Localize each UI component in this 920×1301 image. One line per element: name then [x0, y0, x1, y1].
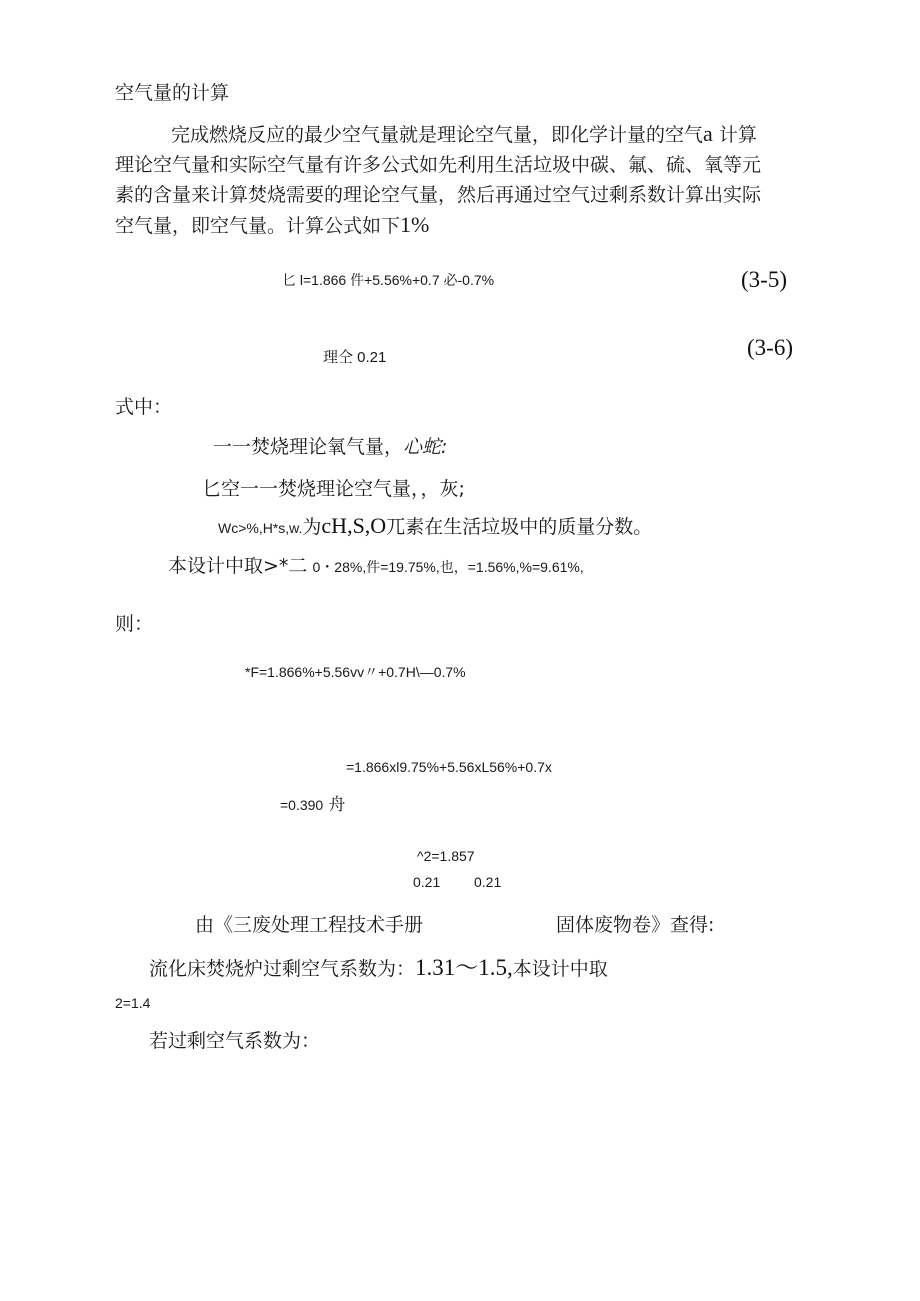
- calc-line-1: *F=1.866%+5.56vv〃+0.7H\—0.7%: [245, 664, 466, 680]
- intro-line-1: 完成燃烧反应的最少空气量就是理论空气量，即化学计量的空气a 计算: [171, 121, 757, 146]
- equation-number-3-5: (3-5): [741, 267, 787, 292]
- equation-3-6: 理仝 0.21: [323, 349, 387, 366]
- calc-line-3: =0.390 舟: [280, 795, 346, 815]
- excess-coefficient-label: 若过剩空气系数为：: [149, 1030, 321, 1052]
- intro-paragraph: [115, 119, 795, 241]
- intro-line-4: 空气量，即空气量。计算公式如下1%: [115, 212, 430, 237]
- equation-3-5: 匕 l=1.866 件+5.56%+0.7 必-0.7%: [282, 272, 495, 288]
- calc-line-2: =1.866xl9.75%+5.56xL56%+0.7x: [346, 759, 552, 775]
- calc-line-4: ^2=1.857: [417, 848, 475, 864]
- definition-air: 匕空一一焚烧理论空气量，，灰;: [202, 478, 465, 500]
- design-values: 本设计中取>*二 0・28%,件=19.75%,也，=1.56%,%=9.61%,: [168, 555, 584, 577]
- source-reference-part2: 固体废物卷》查得:: [556, 914, 715, 936]
- source-reference-part1: 由《三废处理工程技术手册: [195, 914, 424, 936]
- where-label: 式中：: [115, 396, 173, 418]
- intro-line-2: 理论空气量和实际空气量有许多公式如先利用生活垃圾中碳、氟、硫、氧等元: [115, 154, 762, 176]
- excess-coefficient-line: 流化床焚烧炉过剩空气系数为：1.31～1.5,本设计中取: [149, 955, 608, 980]
- equation-number-3-6: (3-6): [747, 335, 793, 360]
- intro-line-3: 素的含量来计算焚烧需要的理论空气量，然后再通过空气过剩系数计算出实际: [115, 184, 762, 206]
- then-label: 则：: [115, 613, 154, 635]
- definition-mass-fraction: Wc>%,H*s,w.为cH,S,O兀素在生活垃圾中的质量分数。: [218, 513, 653, 538]
- definition-oxygen: 一一焚烧理论氧气量，心蛇:: [213, 436, 448, 458]
- calc-line-5a: 0.21: [413, 874, 441, 890]
- calc-line-5b: 0.21: [474, 874, 502, 890]
- section-heading: 空气量的计算: [115, 82, 230, 104]
- lambda-value: 2=1.4: [115, 995, 151, 1011]
